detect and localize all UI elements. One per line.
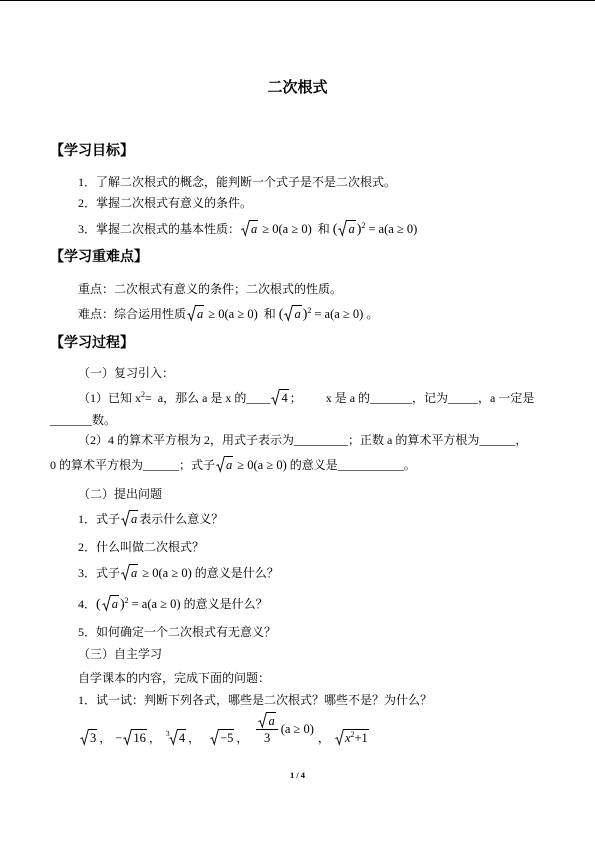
review-q1-continuation: _______数。 xyxy=(50,413,117,427)
review-q2-continuation xyxy=(50,456,416,473)
nonneg-condition: ≥ 0(a ≥ 0) xyxy=(208,307,258,321)
radicand: 4 xyxy=(178,731,186,745)
left-paren: ( xyxy=(278,307,284,322)
minus-sign: − xyxy=(115,731,123,745)
self-study-intro: 自学课本的内容，完成下面的问题： xyxy=(78,671,271,685)
base-variable: x xyxy=(344,731,351,745)
plus-one: +1 xyxy=(354,731,368,745)
radicand xyxy=(344,729,369,745)
exponent: 2 xyxy=(124,596,129,605)
radical-sign xyxy=(80,729,89,745)
fraction-condition: (a ≥ 0) xyxy=(280,722,314,736)
radicand: 3 xyxy=(90,731,97,745)
goals-heading: 【学习目标】 xyxy=(50,144,134,159)
sqrt-a xyxy=(284,305,301,321)
comma: ， xyxy=(148,731,161,745)
focus-point: 重点：二次根式有意义的条件；二次根式的性质。 xyxy=(78,282,343,296)
radical-sign xyxy=(216,456,225,472)
difficulty-text: 难点：综合运用性质 xyxy=(78,307,187,321)
goal-item-3-text: 3．掌握二次根式的基本性质： xyxy=(78,222,241,236)
question-1 xyxy=(78,510,223,527)
radical-sign xyxy=(284,305,293,321)
expr-sqrt-x-squared-plus-1 xyxy=(335,729,369,745)
radical-sign xyxy=(241,220,250,236)
and-word: 和 xyxy=(317,222,330,236)
fraction-denominator: 3 xyxy=(263,731,271,745)
sqrt-a xyxy=(187,305,204,321)
expression-list xyxy=(79,712,370,746)
radicand: −5 xyxy=(220,731,234,745)
review-q2-part-b: 0 的算术平方根为______；式子 xyxy=(50,458,216,472)
radical-sign xyxy=(338,220,347,236)
self-study-heading: （三）自主学习 xyxy=(78,647,163,661)
nonneg-condition: ≥ 0(a ≥ 0) xyxy=(142,566,192,580)
comma: ， xyxy=(317,731,330,745)
review-q1-part-b: = a，那么 a 是 x 的____ xyxy=(145,391,271,405)
review-q1-part-c: ； x 是 a 的_______，记为_____，a 一定是 xyxy=(289,391,535,405)
question-3 xyxy=(78,564,279,581)
comma: ， xyxy=(188,731,201,745)
radicand: 4 xyxy=(281,391,288,405)
comma: ， xyxy=(99,731,112,745)
identity-condition: = a(a ≥ 0) xyxy=(368,222,418,236)
expr-sqrt-16 xyxy=(123,729,147,745)
identity-condition: = a(a ≥ 0) xyxy=(314,307,364,321)
question-1-lead: 1．式子 xyxy=(78,512,121,526)
sqrt-a xyxy=(121,564,138,580)
radicand: a xyxy=(131,512,138,526)
exponent: 2 xyxy=(307,306,312,315)
radical-sign xyxy=(169,729,178,745)
radical-sign xyxy=(210,729,219,745)
radicand: a xyxy=(251,222,258,236)
sqrt-a xyxy=(258,712,275,728)
goal-item-3 xyxy=(78,220,420,238)
goal-item-2: 2．掌握二次根式有意义的条件。 xyxy=(78,196,253,210)
sqrt-4 xyxy=(271,389,288,405)
question-3-tail: 的意义是什么？ xyxy=(194,566,279,580)
sqrt-a xyxy=(121,510,138,526)
question-3-lead: 3．式子 xyxy=(78,566,121,580)
questions-heading: （二）提出问题 xyxy=(78,487,163,501)
question-2: 2．什么叫做二次根式？ xyxy=(78,540,205,554)
sqrt-a xyxy=(102,595,119,611)
question-4 xyxy=(78,595,268,613)
root-index: 3 xyxy=(165,729,170,738)
radicand: a xyxy=(294,307,301,321)
sqrt-a xyxy=(338,220,355,236)
and-word: 和 xyxy=(263,307,276,321)
nonneg-condition: ≥ 0(a ≥ 0) xyxy=(237,458,287,472)
exponent: 2 xyxy=(141,390,146,399)
comma: ， xyxy=(236,731,249,745)
radical-sign xyxy=(123,729,132,745)
question-1-tail: 表示什么意义？ xyxy=(139,512,224,526)
radical-sign xyxy=(258,712,267,728)
self-study-task-1: 1．试一试：判断下列各式，哪些是二次根式？哪些不是？为什么？ xyxy=(78,693,433,707)
page-number: 1 / 4 xyxy=(289,770,306,780)
identity-condition: = a(a ≥ 0) xyxy=(131,597,181,611)
review-q1-part-a: （1）已知 x xyxy=(78,391,142,405)
fraction xyxy=(256,712,277,746)
exponent: 2 xyxy=(361,221,366,230)
page-title: 二次根式 xyxy=(267,80,328,96)
expr-cbrt-4 xyxy=(165,729,186,745)
review-heading: （一）复习引入： xyxy=(78,366,175,380)
right-paren: ) xyxy=(356,222,362,237)
radicand: 16 xyxy=(133,731,146,745)
radical-sign xyxy=(335,729,344,745)
radicand: a xyxy=(348,222,355,236)
question-5: 5．如何确定一个二次根式有无意义？ xyxy=(78,625,277,639)
review-question-1 xyxy=(78,389,534,406)
fraction-numerator xyxy=(256,712,277,730)
nonneg-condition: ≥ 0(a ≥ 0) xyxy=(262,222,312,236)
left-paren: ( xyxy=(332,222,338,237)
radicand: a xyxy=(197,307,204,321)
period: 。 xyxy=(366,307,379,321)
process-heading: 【学习过程】 xyxy=(50,336,134,351)
radicand: a xyxy=(111,597,118,611)
question-4-lead: 4． xyxy=(78,597,97,611)
goal-item-1: 1．了解二次根式的概念，能判断一个式子是不是二次根式。 xyxy=(78,175,397,189)
radical-sign xyxy=(187,305,196,321)
left-paren: ( xyxy=(96,597,101,612)
review-question-2: （2）4 的算术平方根为 2，用式子表示为_________；正数 a 的算术平方根为______， xyxy=(78,433,528,447)
sqrt-a xyxy=(241,220,258,236)
radical-sign xyxy=(102,595,111,611)
radicand: a xyxy=(226,458,233,472)
expr-sqrt-3 xyxy=(80,729,97,745)
key-points-heading: 【学习重难点】 xyxy=(50,250,148,265)
difficulty-point xyxy=(78,305,378,323)
right-paren: ) xyxy=(302,307,308,322)
radicand: a xyxy=(268,714,275,728)
radicand: a xyxy=(131,566,138,580)
radical-sign xyxy=(121,510,130,526)
top-rule xyxy=(0,0,595,1)
radical-sign xyxy=(271,389,280,405)
review-q2-part-c: 的意义是___________。 xyxy=(289,458,416,472)
exponent: 2 xyxy=(350,730,355,739)
right-paren: ) xyxy=(119,597,125,612)
radical-sign xyxy=(121,564,130,580)
expr-sqrt-neg-5 xyxy=(210,729,234,745)
question-4-tail: 的意义是什么？ xyxy=(183,597,268,611)
sqrt-a xyxy=(216,456,233,472)
